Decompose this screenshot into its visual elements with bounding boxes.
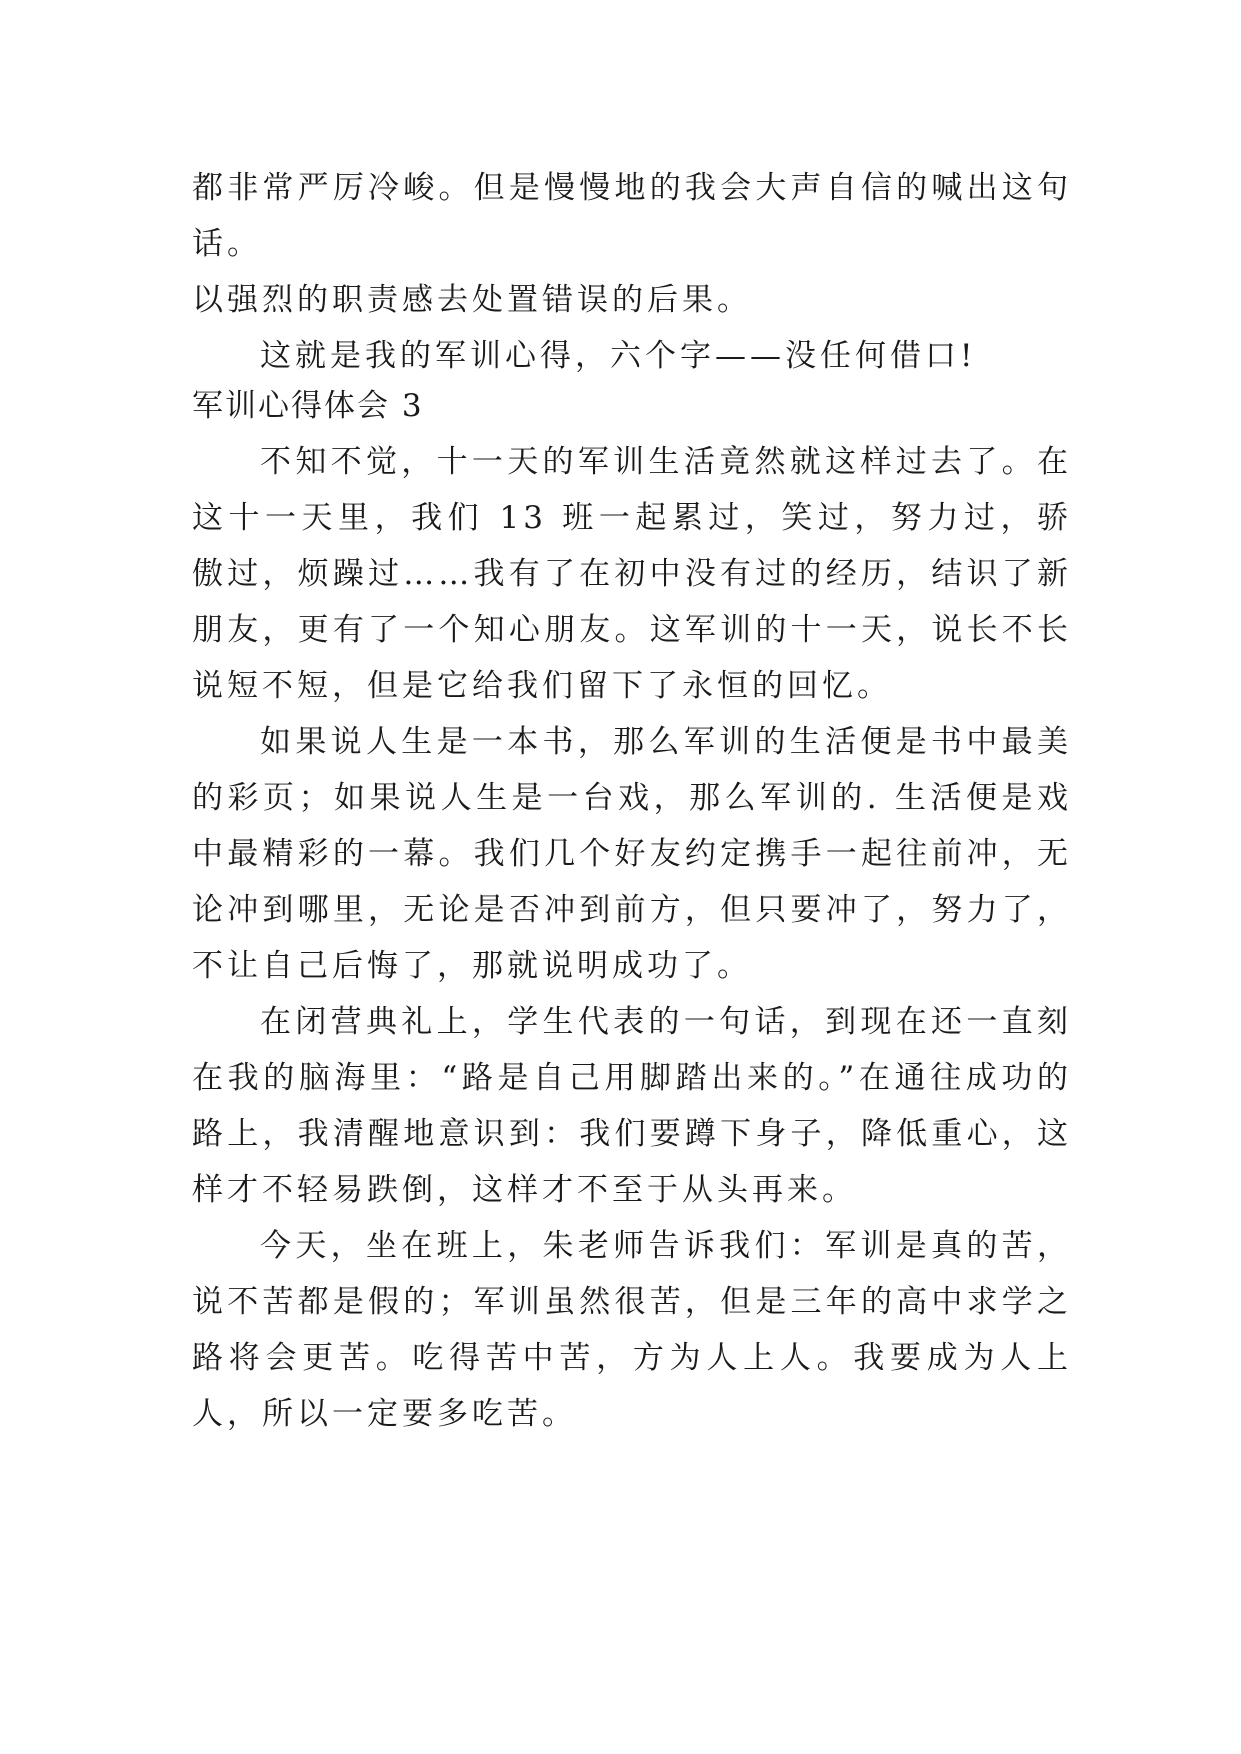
- continuation-line-1: 都非常严厉冷峻。但是慢慢地的我会大声自信的喊出这句话。: [192, 170, 1072, 262]
- paragraph-4: 今天，坐在班上，朱老师告诉我们：军训是真的苦，说不苦都是假的；军训虽然很苦，但是三年的高中求学之路将会更苦。吃得苦中苦，方为人上人。我要成为人上人，所以一定要多吃苦。: [192, 1228, 1072, 1432]
- paragraph-2: 如果说人生是一本书，那么军训的生活便是书中最美的彩页；如果说人生是一台戏，那么军训的. 生活便是戏中最精彩的一幕。我们几个好友约定携手一起往前冲，无论冲到哪里，无论是否冲到前方，但只要冲了，努力了，不让自己后悔了，那就说明成功了。: [192, 724, 1072, 984]
- closing-line: 这就是我的军训心得，六个字——没任何借口!: [260, 338, 977, 374]
- section-title: 军训心得体会 3: [192, 388, 424, 424]
- paragraph-1: 不知不觉，十一天的军训生活竟然就这样过去了。在这十一天里，我们 13 班一起累过，笑过，努力过，骄傲过，烦躁过……我有了在初中没有过的经历，结识了新朋友，更有了一个知心朋友。这军训的十一天，说长不长说短不短，但是它给我们留下了永恒的回忆。: [192, 444, 1072, 704]
- section-3: [192, 378, 1072, 1442]
- paragraph-3: 在闭营典礼上，学生代表的一句话，到现在还一直刻在我的脑海里：“路是自己用脚踏出来的。”在通往成功的路上，我清醒地意识到：我们要蹲下身子，降低重心，这样才不轻易跌倒，这样才不至于从头再来。: [192, 1004, 1072, 1208]
- previous-section-ending: [192, 160, 1072, 384]
- continuation-line-2: 以强烈的职责感去处置错误的后果。: [192, 282, 752, 318]
